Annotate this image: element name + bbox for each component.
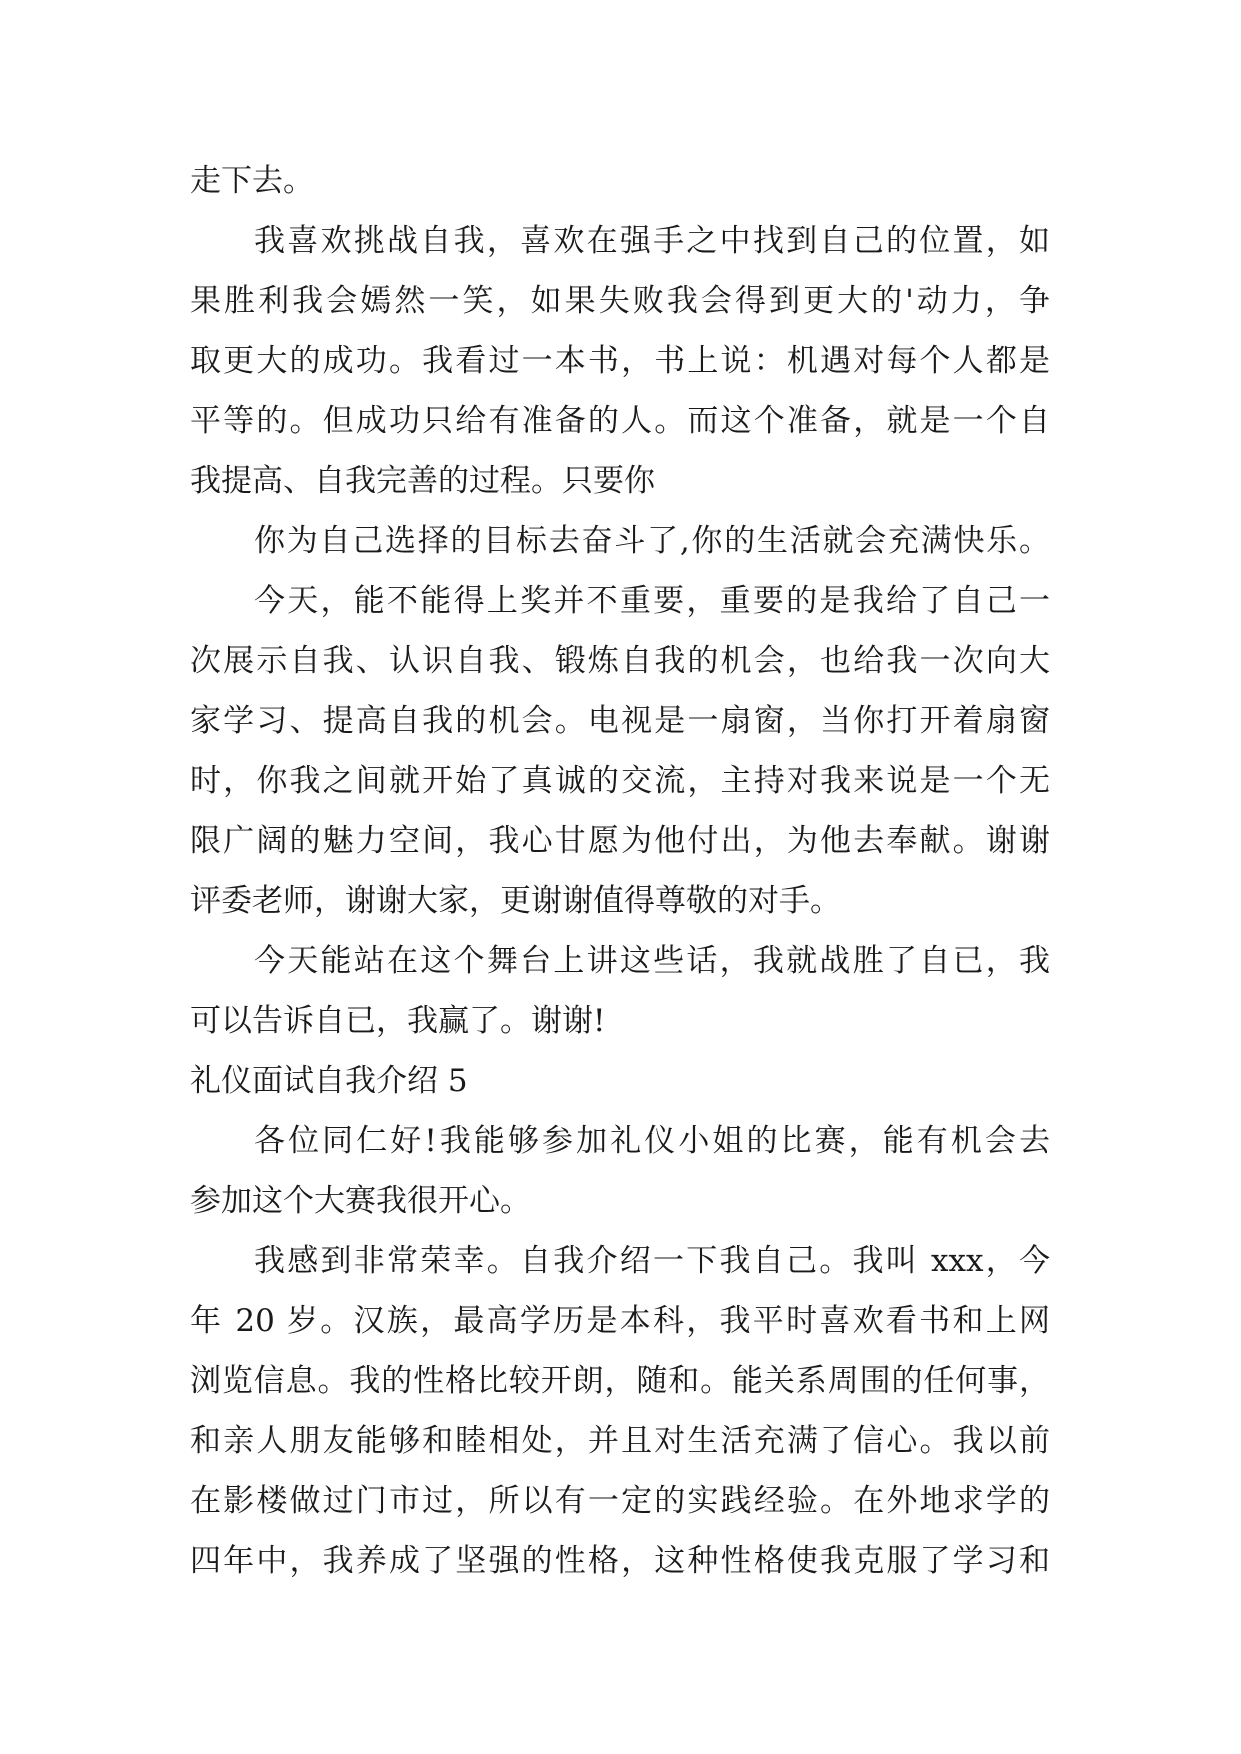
text-line: 评委老师，谢谢大家，更谢谢值得尊敬的对手。 (190, 883, 841, 919)
text-line: 年 20 岁。汉族，最高学历是本科，我平时喜欢看书和上网 (190, 1303, 1050, 1339)
text-line: 我提高、自我完善的过程。只要你 (190, 463, 655, 499)
text-line: 果胜利我会嫣然一笑，如果失败我会得到更大的'动力，争 (190, 283, 1050, 319)
text-line: 时，你我之间就开始了真诚的交流，主持对我来说是一个无 (190, 763, 1050, 799)
text-line: 我感到非常荣幸。自我介绍一下我自己。我叫 xxx，今 (254, 1243, 1050, 1279)
text-line: 浏览信息。我的性格比较开朗，随和。能关系周围的任何事， (190, 1363, 1050, 1399)
text-line: 取更大的成功。我看过一本书，书上说：机遇对每个人都是 (190, 343, 1050, 379)
text-line: 走下去。 (190, 163, 314, 199)
text-line: 可以告诉自已，我赢了。谢谢! (190, 1003, 606, 1039)
text-line: 次展示自我、认识自我、锻炼自我的机会，也给我一次向大 (190, 643, 1050, 679)
text-line: 参加这个大赛我很开心。 (190, 1183, 531, 1219)
text-line: 各位同仁好!我能够参加礼仪小姐的比赛，能有机会去 (254, 1123, 1050, 1159)
text-line: 和亲人朋友能够和睦相处，并且对生活充满了信心。我以前 (190, 1423, 1050, 1459)
text-line: 今天，能不能得上奖并不重要，重要的是我给了自己一 (254, 583, 1050, 619)
text-line: 四年中，我养成了坚强的性格，这种性格使我克服了学习和 (190, 1543, 1050, 1579)
section-heading: 礼仪面试自我介绍 5 (190, 1063, 468, 1099)
text-line: 我喜欢挑战自我，喜欢在强手之中找到自己的位置，如 (254, 223, 1050, 259)
text-line: 你为自己选择的目标去奋斗了,你的生活就会充满快乐。 (254, 523, 1050, 559)
body-text (190, 151, 1050, 1591)
text-line: 限广阔的魅力空间，我心甘愿为他付出，为他去奉献。谢谢 (190, 823, 1050, 859)
text-line: 平等的。但成功只给有准备的人。而这个准备，就是一个自 (190, 403, 1050, 439)
text-line: 今天能站在这个舞台上讲这些话，我就战胜了自已，我 (254, 943, 1050, 979)
text-line: 家学习、提高自我的机会。电视是一扇窗，当你打开着扇窗 (190, 703, 1050, 739)
text-line: 在影楼做过门市过，所以有一定的实践经验。在外地求学的 (190, 1483, 1050, 1519)
